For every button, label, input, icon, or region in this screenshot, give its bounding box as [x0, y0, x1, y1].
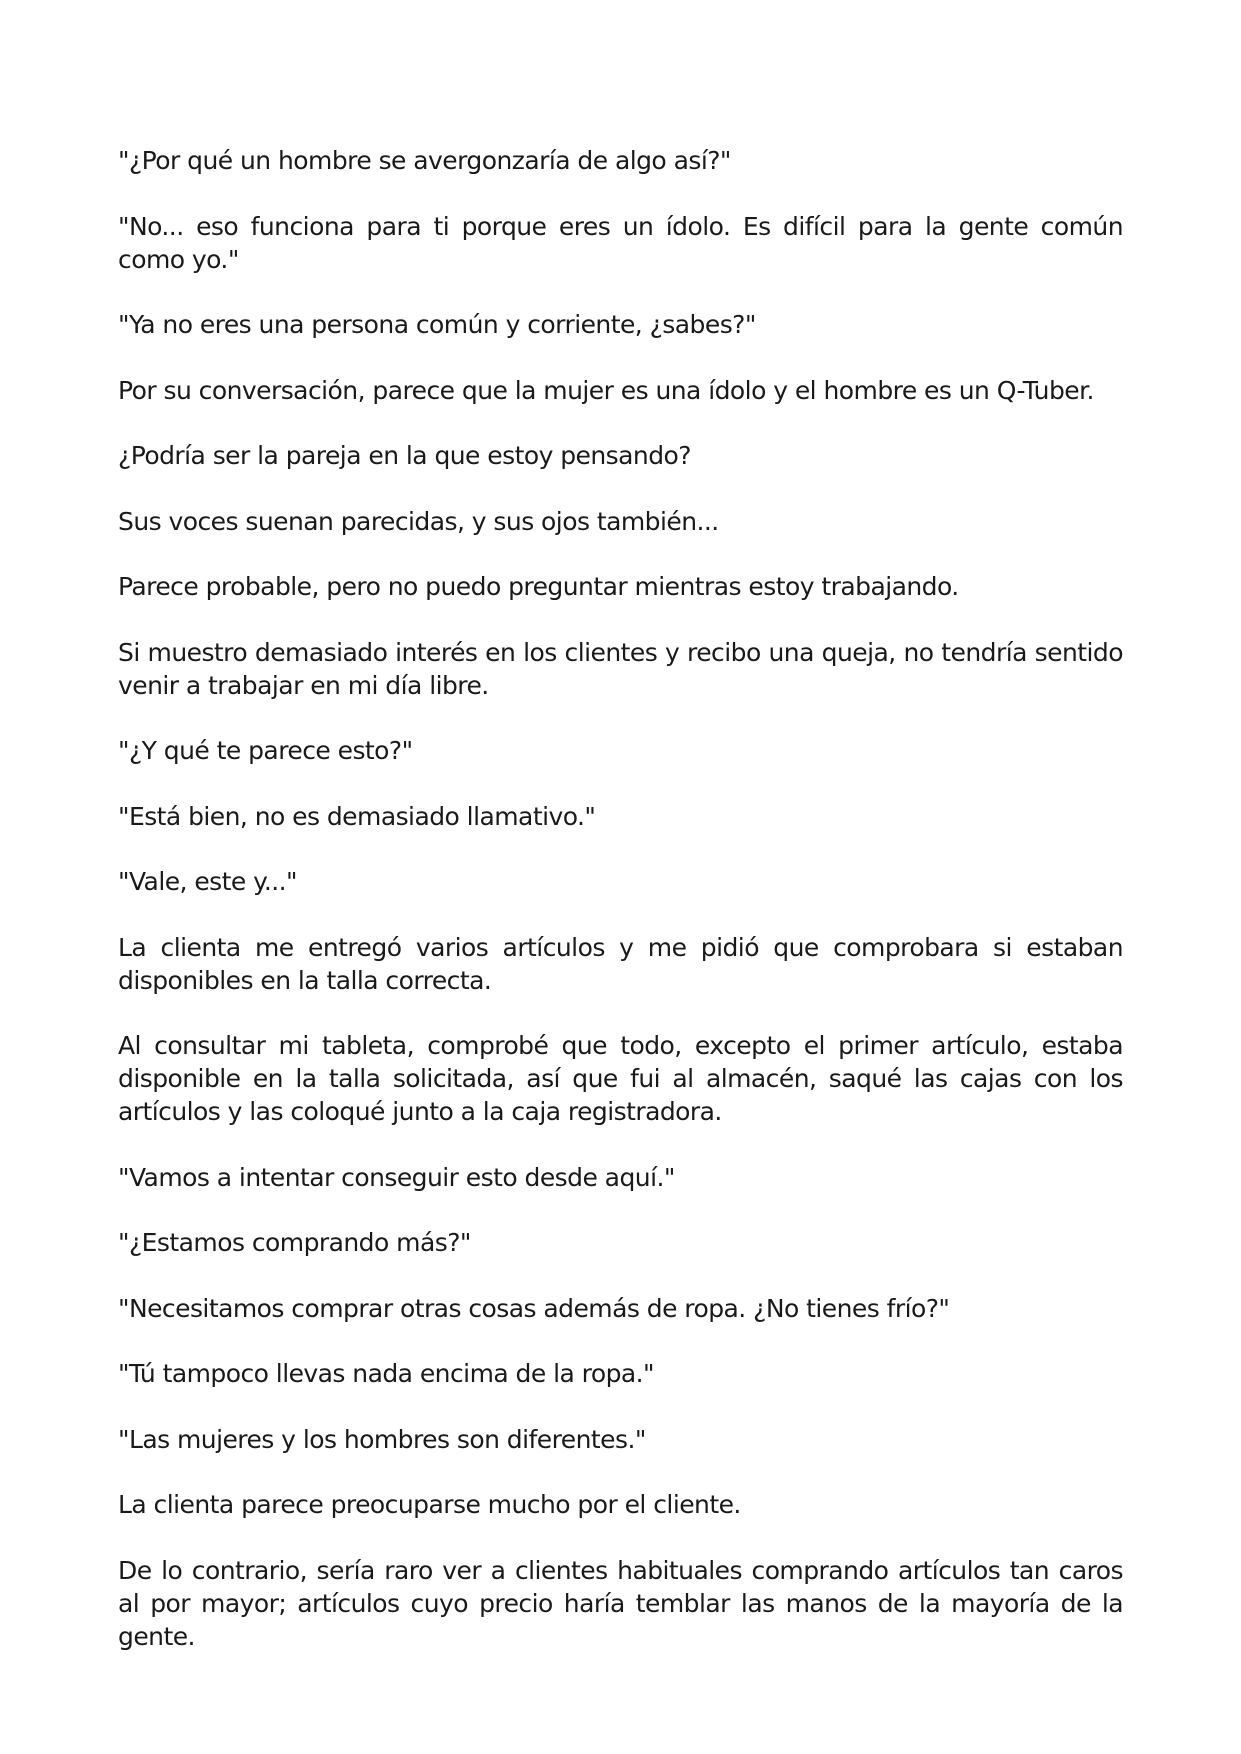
paragraph: ¿Podría ser la pareja en la que estoy pensando?: [118, 441, 692, 470]
paragraph: Sus voces suenan parecidas, y sus ojos también...: [118, 506, 719, 536]
paragraph: "Está bien, no es demasiado llamativo.": [118, 801, 596, 831]
paragraph: "Vale, este y...": [118, 867, 297, 896]
paragraph: "No... eso funciona para ti porque eres un ídolo. Es difícil para la gente común como yo.": [118, 211, 1123, 274]
paragraph: La clienta me entregó varios artículos y me pidió que comprobara si estaban disponibles en la talla correcta.: [118, 932, 1123, 995]
paragraph: Por su conversación, parece que la mujer es una ídolo y el hombre es un Q-Tuber.: [118, 375, 1094, 405]
paragraph: "Ya no eres una persona común y corriente, ¿sabes?": [118, 310, 756, 339]
paragraph: Parece probable, pero no puedo preguntar mientras estoy trabajando.: [118, 572, 959, 601]
paragraph: La clienta parece preocuparse mucho por el cliente.: [118, 1490, 741, 1519]
paragraph: "Vamos a intentar conseguir esto desde aquí.": [118, 1162, 675, 1192]
paragraph: "¿Estamos comprando más?": [118, 1228, 471, 1257]
paragraph: Si muestro demasiado interés en los clientes y recibo una queja, no tendría sentido venir a trabajar en mi día libre.: [118, 637, 1123, 700]
paragraph: "¿Y qué te parece esto?": [118, 736, 413, 765]
paragraph: De lo contrario, sería raro ver a clientes habituales comprando artículos tan caros al por mayor; artículos cuyo precio haría temblar las manos de la mayoría de la gente.: [118, 1555, 1123, 1651]
paragraph: Al consultar mi tableta, comprobé que todo, excepto el primer artículo, estaba disponible en la talla solicitada, así que fui al almacén, saqué las cajas con los artículos y las coloqué junto a la caja registradora.: [118, 1031, 1123, 1126]
paragraph: "Las mujeres y los hombres son diferentes.": [118, 1424, 646, 1454]
paragraph: "Tú tampoco llevas nada encima de la ropa.": [118, 1359, 655, 1388]
paragraph: "¿Por qué un hombre se avergonzaría de algo así?": [118, 146, 731, 175]
text-body: [118, 144, 1123, 1653]
paragraph: "Necesitamos comprar otras cosas además de ropa. ¿No tienes frío?": [118, 1293, 950, 1323]
